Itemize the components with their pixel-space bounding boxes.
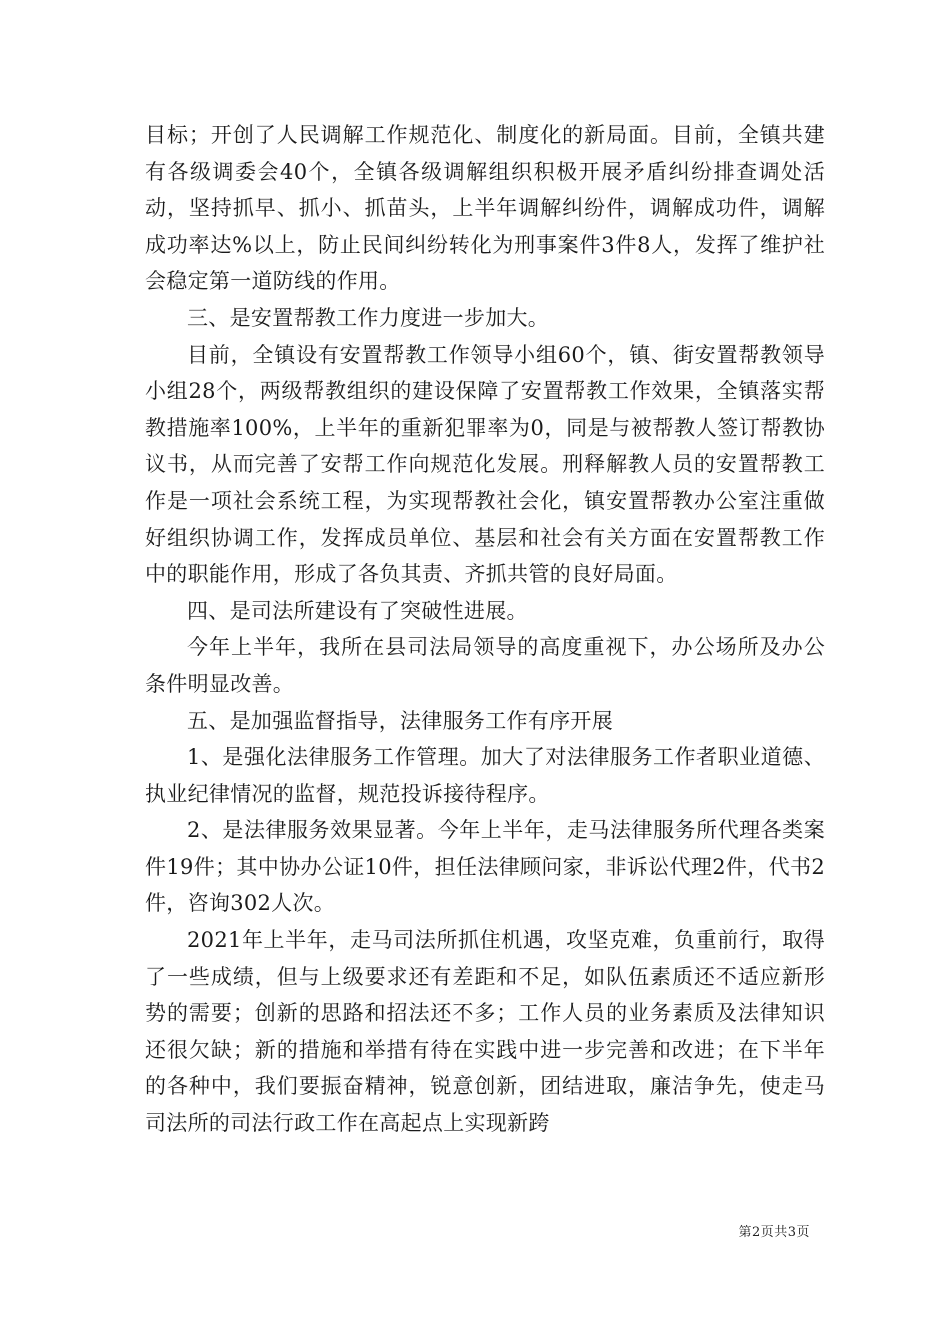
heading-legal-services: 五、是加强监督指导，法律服务工作有序开展 [187,708,613,733]
document-body [145,117,825,1142]
paragraph-judicial-office-construction: 今年上半年，我所在县司法局领导的高度重视下，办公场所及办公条件明显改善。 [145,635,825,696]
paragraph-resettlement-assistance: 目前，全镇设有安置帮教工作领导小组60个，镇、街安置帮教领导小组28个，两级帮教组织的建设保障了安置帮教工作效果，全镇落实帮教措施率100%，上半年的重新犯罪率为0，同是与被帮教人签订帮教协议书，从而完善了安帮工作向规范化发展。刑释解教人员的安置帮教工作是一项社会系统工程，为实现帮教社会化，镇安置帮教办公室注重做好组织协调工作，发挥成员单位、基层和社会有关方面在安置帮教工作中的职能作用，形成了各负其责、齐抓共管的良好局面。 [145,342,825,587]
paragraph-legal-services-management: 1、是强化法律服务工作管理。加大了对法律服务工作者职业道德、执业纪律情况的监督，规范投诉接待程序。 [145,745,825,806]
page-number: 第2页共3页 [738,1225,810,1240]
paragraph-mediation-summary: 目标；开创了人民调解工作规范化、制度化的新局面。目前，全镇共建有各级调委会40个，全镇各级调解组织积极开展矛盾纠纷排查调处活动，坚持抓早、抓小、抓苗头，上半年调解纠纷件，调解成功件，调解成功率达%以上，防止民间纠纷转化为刑事案件3件8人，发挥了维护社会稳定第一道防线的作用。 [145,123,825,294]
heading-judicial-office-construction: 四、是司法所建设有了突破性进展。 [187,598,528,623]
paragraph-conclusion: 2021年上半年，走马司法所抓住机遇，攻坚克难，负重前行，取得了一些成绩，但与上级要求还有差距和不足，如队伍素质还不适应新形势的需要；创新的思路和招法还不多；工作人员的业务素质及法律知识还很欠缺；新的措施和举措有待在实践中进一步完善和改进；在下半年的各种中，我们要振奋精神，锐意创新，团结进取，廉洁争先，使走马司法所的司法行政工作在高起点上实现新跨 [145,928,825,1136]
paragraph-legal-services-results: 2、是法律服务效果显著。今年上半年，走马法律服务所代理各类案件19件；其中协办公证10件，担任法律顾问家，非诉讼代理2件，代书2件，咨询302人次。 [145,818,825,916]
heading-resettlement-assistance: 三、是安置帮教工作力度进一步加大。 [187,305,550,330]
